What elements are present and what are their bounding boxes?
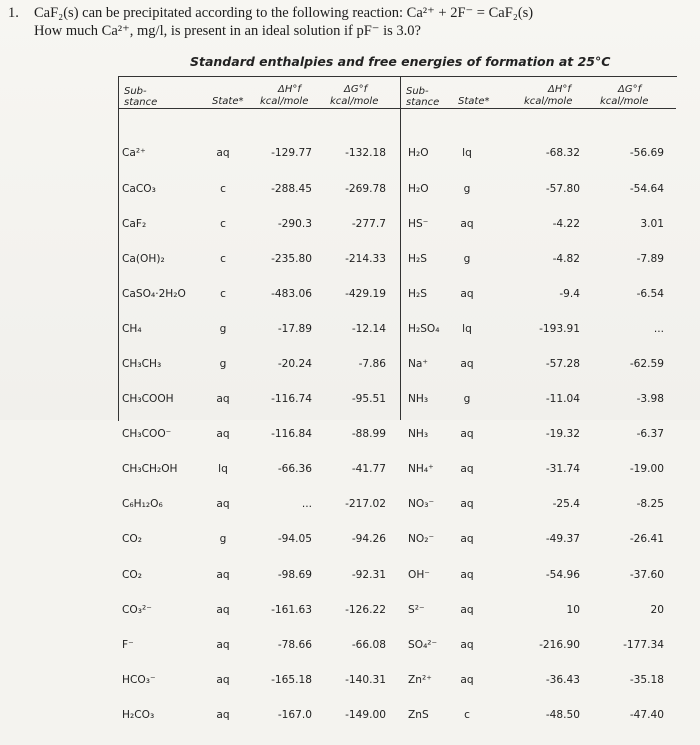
table-cell: aq: [460, 463, 474, 476]
header-dg-left-1: ΔG°f: [344, 84, 368, 95]
table-cell: -216.90: [539, 638, 580, 651]
table-cell: -98.69: [277, 568, 312, 581]
table-cell: aq: [460, 568, 474, 581]
col-left-dh: [250, 125, 312, 745]
header-dh-left-2: kcal/mole: [260, 96, 309, 107]
table-cell: -66.08: [351, 638, 386, 651]
table-cell: g: [219, 322, 227, 335]
table-cell: -8.25: [636, 498, 664, 511]
header-substance-left-2: stance: [124, 97, 158, 108]
table-cell: -54.96: [545, 568, 580, 581]
table-cell: CaF₂: [122, 217, 147, 230]
table-cell: -95.51: [351, 393, 386, 406]
table-cell: -9.4: [559, 287, 580, 300]
table-cell: aq: [460, 603, 474, 616]
table-cell: Ca(OH)₂: [122, 252, 165, 265]
table-cell: -62.59: [629, 357, 664, 370]
col-right-state: [452, 125, 482, 745]
table-cell: CaCO₃: [122, 182, 156, 195]
table-cell: -56.69: [629, 147, 664, 160]
table-cell: CO₃²⁻: [122, 603, 152, 616]
table-cell: -12.14: [351, 322, 386, 335]
table-cell: NO₃⁻: [408, 498, 435, 511]
header-dh-left-1: ΔH°f: [278, 84, 301, 95]
table-cell: HCO₃⁻: [122, 673, 156, 686]
table-cell: -88.99: [351, 428, 386, 441]
table-cell: 20: [650, 603, 664, 616]
col-left-substance: [122, 125, 206, 745]
table-cell: lq: [462, 322, 472, 335]
table-cell: aq: [216, 638, 230, 651]
col-left-dg: [322, 125, 386, 745]
table-cell: -269.78: [345, 182, 386, 195]
table-cell: g: [219, 357, 227, 370]
header-substance-right-2: stance: [406, 97, 440, 108]
table-cell: CH₃CH₃: [122, 357, 162, 370]
table-cell: aq: [460, 638, 474, 651]
table-cell: aq: [216, 603, 230, 616]
table-cell: -277.7: [351, 217, 386, 230]
table-cell: NH₃: [408, 428, 429, 441]
table-cell: -57.80: [545, 182, 580, 195]
table-cell: H₂O: [408, 182, 429, 195]
table-cell: -116.84: [271, 428, 312, 441]
table-title: Standard enthalpies and free energies of formation at 25°C: [190, 54, 611, 69]
header-dg-right-1: ΔG°f: [618, 84, 642, 95]
table-cell: g: [463, 182, 471, 195]
table-cell: C₆H₁₂O₆: [122, 498, 163, 511]
table-cell: aq: [460, 498, 474, 511]
table-cell: -57.28: [545, 357, 580, 370]
question-line-1: CaF₂(s) can be precipitated according to the following reaction: Ca²⁺ + 2F⁻ = CaF₂(s): [34, 5, 534, 21]
table-cell: ...: [653, 322, 664, 335]
table-cell: -4.22: [552, 217, 580, 230]
table-cell: g: [219, 533, 227, 546]
table-cell: -47.40: [629, 708, 664, 721]
table-cell: -290.3: [277, 217, 312, 230]
table-cell: -6.37: [636, 428, 664, 441]
table-cell: -3.98: [636, 393, 664, 406]
table-cell: -7.86: [358, 357, 386, 370]
table-cell: -214.33: [345, 252, 386, 265]
table-cell: H₂O: [408, 147, 429, 160]
table-cell: -92.31: [351, 568, 386, 581]
table-cell: -54.64: [629, 182, 664, 195]
table-cell: CH₃CH₂OH: [122, 463, 178, 476]
header-dg-right-2: kcal/mole: [600, 96, 649, 107]
col-left-state: [210, 125, 236, 745]
table-cell: CaSO₄·2H₂O: [122, 287, 186, 300]
table-cell: -94.05: [277, 533, 312, 546]
table-cell: -19.32: [545, 428, 580, 441]
table-cell: -4.82: [552, 252, 580, 265]
table-cell: -193.91: [539, 322, 580, 335]
question-line-2: How much Ca²⁺, mg/l, is present in an ideal solution if pF⁻ is 3.0?: [34, 23, 421, 39]
table-cell: Ca²⁺: [122, 147, 146, 160]
table-cell: F⁻: [122, 638, 134, 651]
table-cell: -483.06: [271, 287, 312, 300]
table-cell: aq: [460, 357, 474, 370]
col-right-dg: [592, 125, 664, 745]
table-cell: aq: [460, 673, 474, 686]
table-cell: aq: [216, 673, 230, 686]
table-cell: H₂CO₃: [122, 708, 155, 721]
table-cell: aq: [460, 533, 474, 546]
table-cell: H₂SO₄: [408, 322, 440, 335]
table-cell: NO₂⁻: [408, 533, 435, 546]
table-cell: aq: [216, 498, 230, 511]
table-cell: CO₂: [122, 533, 142, 546]
table-cell: -48.50: [545, 708, 580, 721]
header-state-left: State*: [212, 96, 244, 107]
table-cell: -7.89: [636, 252, 664, 265]
table-cell: -116.74: [271, 393, 312, 406]
table-cell: c: [220, 287, 226, 300]
table-cell: CH₃COOH: [122, 393, 174, 406]
table-cell: H₂S: [408, 287, 427, 300]
table-cell: aq: [216, 147, 230, 160]
table-cell: aq: [216, 708, 230, 721]
table-cell: OH⁻: [408, 568, 430, 581]
table-cell: -31.74: [545, 463, 580, 476]
table-cell: -35.18: [629, 673, 664, 686]
table-cell: aq: [216, 393, 230, 406]
table-cell: -49.37: [545, 533, 580, 546]
table-cell: CH₃COO⁻: [122, 428, 172, 441]
table-cell: NH₄⁺: [408, 463, 434, 476]
question-number: 1.: [8, 5, 19, 21]
table-cell: 3.01: [640, 217, 664, 230]
table-cell: -140.31: [345, 673, 386, 686]
col-right-dh: [514, 125, 580, 745]
table-cell: lq: [462, 147, 472, 160]
table-cell: -66.36: [277, 463, 312, 476]
table-cell: g: [463, 252, 471, 265]
table-cell: aq: [216, 428, 230, 441]
table-cell: -41.77: [351, 463, 386, 476]
table-cell: -149.00: [345, 708, 386, 721]
table-cell: CH₄: [122, 322, 142, 335]
table-cell: -6.54: [636, 287, 664, 300]
header-dh-right-2: kcal/mole: [524, 96, 573, 107]
table-cell: -19.00: [629, 463, 664, 476]
table-cell: ZnS: [408, 708, 429, 721]
table-cell: -11.04: [545, 393, 580, 406]
table-cell: c: [220, 252, 226, 265]
table-cell: aq: [216, 568, 230, 581]
table-cell: -217.02: [345, 498, 386, 511]
table-cell: c: [464, 708, 470, 721]
table-cell: aq: [460, 287, 474, 300]
table-cell: -165.18: [271, 673, 312, 686]
table-cell: ...: [301, 498, 312, 511]
header-substance-left-1: Sub-: [124, 86, 147, 97]
table-cell: lq: [218, 463, 228, 476]
thermo-table: [118, 54, 678, 721]
table-cell: aq: [460, 428, 474, 441]
table-cell: c: [220, 217, 226, 230]
table-cell: NH₃: [408, 393, 429, 406]
table-cell: g: [463, 393, 471, 406]
table-cell: -25.4: [552, 498, 580, 511]
header-rule: [118, 108, 676, 109]
table-cell: -167.0: [277, 708, 312, 721]
table-cell: H₂S: [408, 252, 427, 265]
table-cell: -161.63: [271, 603, 312, 616]
table-cell: HS⁻: [408, 217, 429, 230]
table-cell: -26.41: [629, 533, 664, 546]
table-cell: Zn²⁺: [408, 673, 432, 686]
table-cell: -37.60: [629, 568, 664, 581]
table-cell: -20.24: [277, 357, 312, 370]
table-cell: -288.45: [271, 182, 312, 195]
table-cell: -429.19: [345, 287, 386, 300]
table-cell: -94.26: [351, 533, 386, 546]
table-cell: 10: [566, 603, 580, 616]
header-dg-left-2: kcal/mole: [330, 96, 379, 107]
table-cell: -235.80: [271, 252, 312, 265]
table-cell: aq: [460, 217, 474, 230]
table-cell: -126.22: [345, 603, 386, 616]
table-cell: -129.77: [271, 147, 312, 160]
table-cell: -36.43: [545, 673, 580, 686]
table-cell: -17.89: [277, 322, 312, 335]
header-dh-right-1: ΔH°f: [548, 84, 571, 95]
table-cell: -177.34: [623, 638, 664, 651]
table-cell: SO₄²⁻: [408, 638, 438, 651]
center-divider: [400, 76, 401, 420]
table-cell: S²⁻: [408, 603, 425, 616]
table-cell: -68.32: [545, 147, 580, 160]
table-cell: -78.66: [277, 638, 312, 651]
table-cell: c: [220, 182, 226, 195]
header-state-right: State*: [458, 96, 490, 107]
table-cell: Na⁺: [408, 357, 429, 370]
table-cell: -132.18: [345, 147, 386, 160]
header-substance-right-1: Sub-: [406, 86, 429, 97]
table-cell: CO₂: [122, 568, 142, 581]
